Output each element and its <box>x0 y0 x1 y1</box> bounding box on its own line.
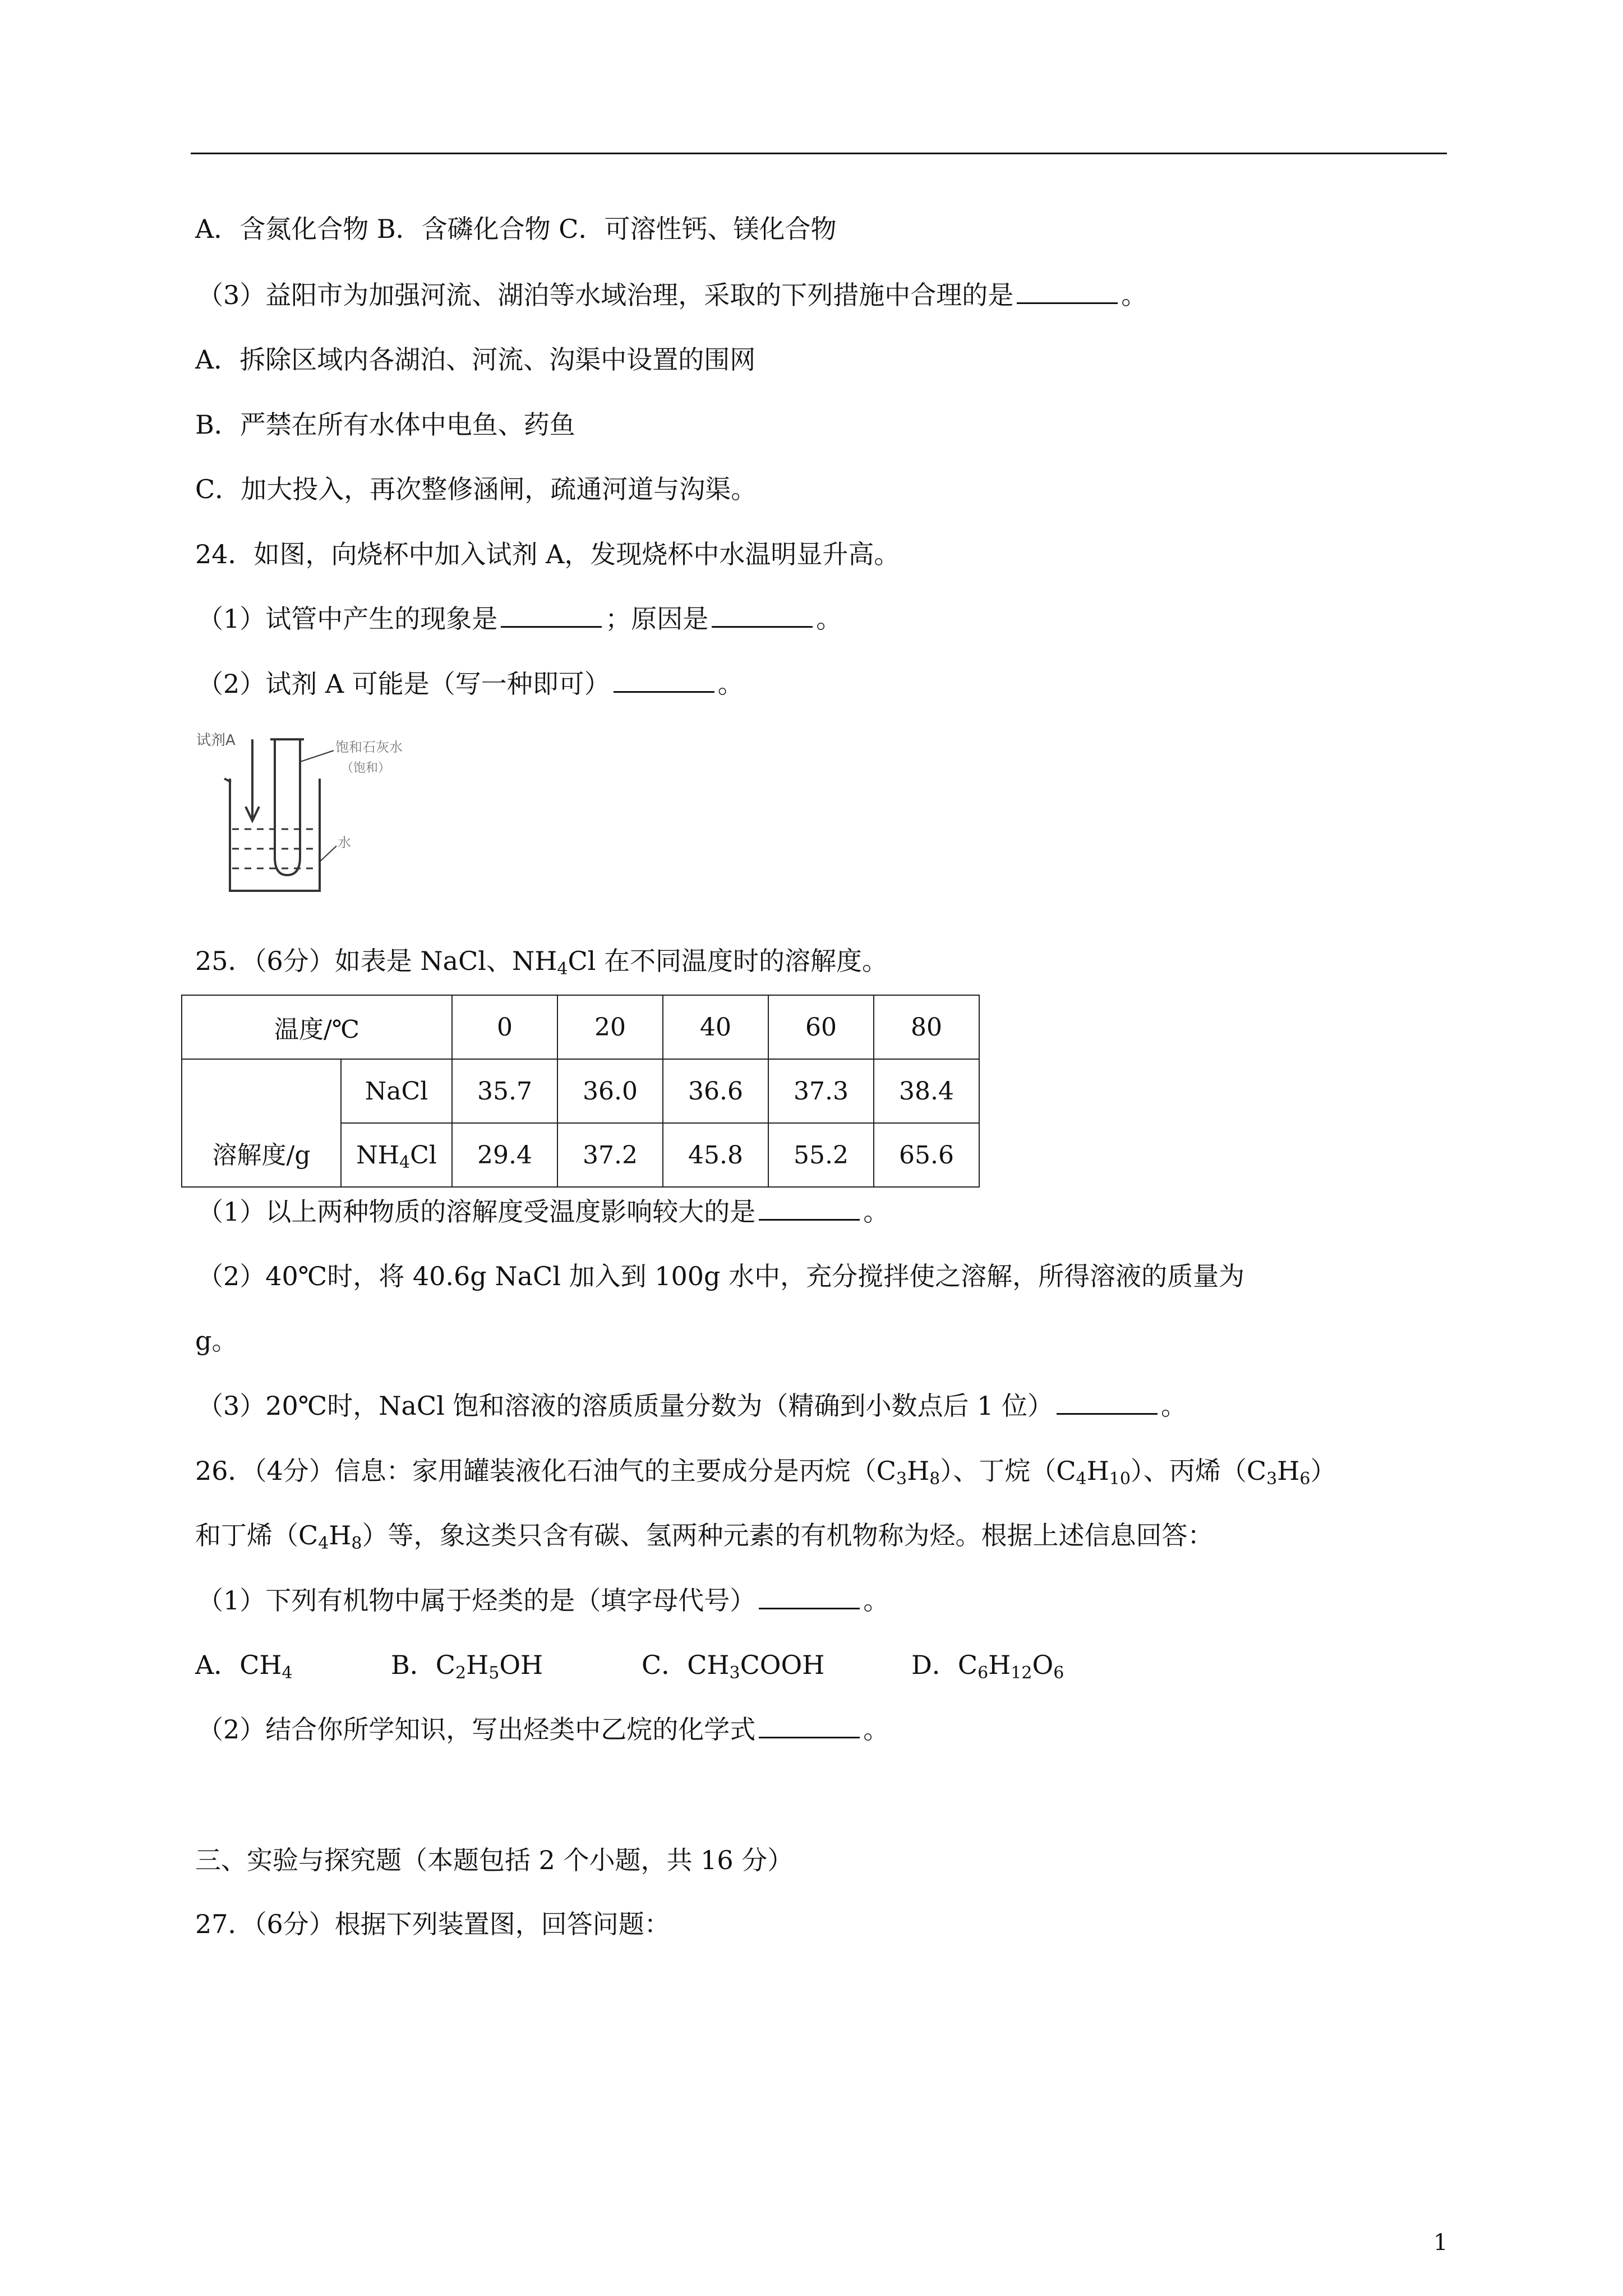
value-cell: 37.2 <box>557 1123 663 1187</box>
question-24-2: （2）试剂 A 可能是（写一种即可） 。 <box>197 669 744 699</box>
label-water: 水 <box>338 835 351 850</box>
answer-blank[interactable] <box>1057 1391 1158 1415</box>
temp-cell: 0 <box>452 995 557 1059</box>
table-header-label: 温度/℃ <box>182 995 452 1059</box>
question-25-2-unit: g。 <box>195 1326 238 1356</box>
temp-cell: 20 <box>557 995 663 1059</box>
option-b: B．严禁在所有水体中电鱼、药鱼 <box>195 409 575 440</box>
question-26-2: （2）结合你所学知识，写出烃类中乙烷的化学式 。 <box>197 1714 889 1745</box>
beaker-diagram <box>196 728 443 902</box>
value-cell: 29.4 <box>452 1123 557 1187</box>
question-23-3: （3）益阳市为加强河流、湖泊等水域治理，采取的下列措施中合理的是 。 <box>197 280 1147 310</box>
question-25-1: （1）以上两种物质的溶解度受温度影响较大的是 。 <box>197 1197 889 1227</box>
question-26: 26．（4分）信息：家用罐装液化石油气的主要成分是丙烷$(C_3H_8)$、丁烷$(C_4H_{10})$、丙烯$(C_3H_6)$ <box>195 1456 1336 1489</box>
value-cell: 35.7 <box>452 1059 557 1123</box>
options-line: A．含氮化合物 B．含磷化合物 C．可溶性钙、镁化合物 <box>195 214 837 244</box>
page-number: 1 <box>1433 2230 1448 2256</box>
value-cell: 36.0 <box>557 1059 663 1123</box>
beaker-figure <box>196 728 443 904</box>
label-test-tube: 饱和石灰水 <box>335 739 403 755</box>
temp-cell: 60 <box>768 995 874 1059</box>
answer-blank[interactable] <box>759 1197 860 1221</box>
answer-blank[interactable] <box>759 1714 860 1738</box>
answer-blank[interactable] <box>614 669 714 693</box>
option-26-c: C．$CH_3COOH$ <box>642 1650 825 1683</box>
table-row <box>182 995 979 1059</box>
row-label: 溶解度/g <box>182 1059 341 1187</box>
section-3-heading: 三、实验与探究题（本题包括 2 个小题，共 16 分） <box>195 1845 794 1875</box>
option-26-d: D．$C_6H_{12}O_6$ <box>911 1650 1064 1683</box>
answer-blank[interactable] <box>501 604 602 628</box>
question-26-1: （1）下列有机物中属于烃类的是（填字母代号） 。 <box>197 1585 889 1616</box>
value-cell: 36.6 <box>663 1059 768 1123</box>
temp-cell: 40 <box>663 995 768 1059</box>
option-26-a: A．$CH_4$ <box>195 1650 293 1683</box>
answer-blank[interactable] <box>712 604 813 628</box>
header-rule <box>191 153 1447 154</box>
option-c: C．加大投入，再次整修涵闸，疏通河道与沟渠。 <box>195 474 757 504</box>
value-cell: 55.2 <box>768 1123 874 1187</box>
question-27: 27．（6分）根据下列装置图，回答问题： <box>195 1909 670 1939</box>
table-row <box>182 1059 979 1123</box>
question-25-3: （3）20℃时，NaCl 饱和溶液的溶质质量分数为（精确到小数点后 1 位） 。 <box>197 1391 1187 1421</box>
label-reagent-a: 试剂A <box>196 732 236 749</box>
question-26-cont: 和丁烯$(C_4H_8)$等，象这类只含有碳、氢两种元素的有机物称为烃。根据上述信息回答： <box>195 1520 1214 1553</box>
question-24: 24．如图，向烧杯中加入试剂 A，发现烧杯中水温明显升高。 <box>195 539 900 569</box>
question-25-2: （2）40℃时，将 40.6g NaCl 加入到 100g 水中，充分搅拌使之溶解，所得溶液的质量为 <box>197 1261 1245 1291</box>
substance-nacl: NaCl <box>341 1059 452 1123</box>
option-a: A．拆除区域内各湖泊、河流、沟渠中设置的围网 <box>195 344 756 375</box>
value-cell: 65.6 <box>874 1123 979 1187</box>
label-test-tube-note: （饱和） <box>341 761 391 775</box>
value-cell: 38.4 <box>874 1059 979 1123</box>
answer-blank[interactable] <box>759 1585 860 1609</box>
solubility-table <box>181 995 980 1188</box>
option-26-b: B．$C_2H_5OH$ <box>391 1650 543 1683</box>
answer-blank[interactable] <box>1017 280 1118 304</box>
value-cell: 37.3 <box>768 1059 874 1123</box>
question-25: 25．（6分）如表是 NaCl、$NH_4Cl$ 在不同温度时的溶解度。 <box>195 946 888 979</box>
temp-cell: 80 <box>874 995 979 1059</box>
value-cell: 45.8 <box>663 1123 768 1187</box>
substance-nh4cl: $NH_4Cl$ <box>341 1123 452 1187</box>
question-24-1: （1）试管中产生的现象是 ；原因是 。 <box>197 604 842 634</box>
